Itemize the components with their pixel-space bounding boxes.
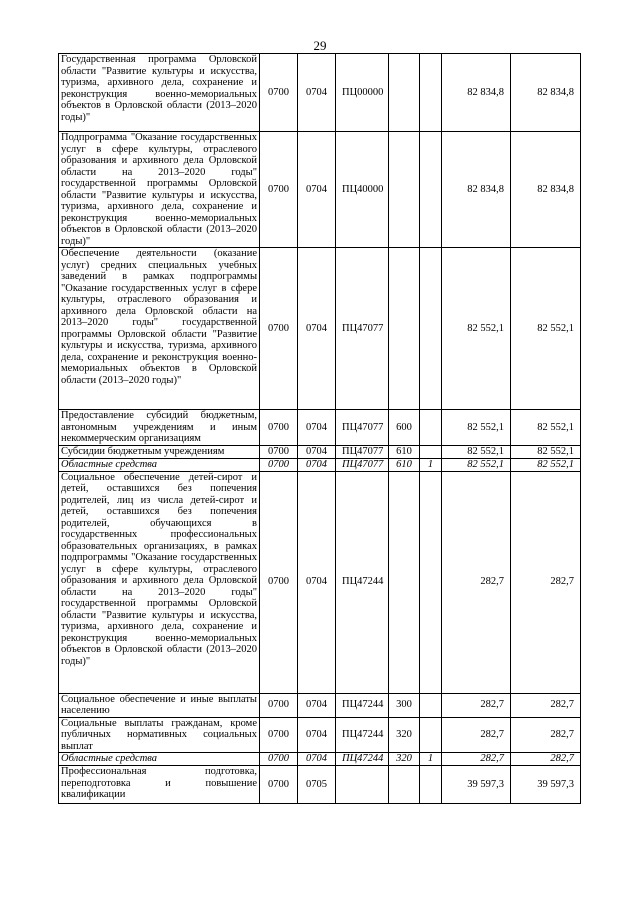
amount-year-1: 282,7 [442, 693, 511, 717]
amount-year-2: 82 552,1 [511, 458, 581, 471]
subsection-code: 0704 [298, 458, 336, 471]
amount-year-2: 282,7 [511, 471, 581, 693]
expense-type-code: 600 [389, 410, 420, 446]
row-name: Социальное обеспечение и иные выплаты населению [59, 693, 260, 717]
amount-year-2: 82 552,1 [511, 445, 581, 458]
amount-year-1: 82 552,1 [442, 248, 511, 410]
section-code: 0700 [260, 132, 298, 248]
subsection-code: 0704 [298, 445, 336, 458]
amount-year-1: 82 834,8 [442, 132, 511, 248]
table-row [59, 248, 581, 410]
funding-source-code: 1 [420, 458, 442, 471]
row-name: Социальные выплаты гражданам, кроме публичных нормативных социальных выплат [59, 717, 260, 753]
funding-source-code [420, 410, 442, 446]
table-row [59, 410, 581, 446]
page-number: 29 [313, 38, 327, 53]
amount-year-1: 39 597,3 [442, 766, 511, 804]
table-row [59, 471, 581, 693]
section-code: 0700 [260, 471, 298, 693]
funding-source-code [420, 54, 442, 132]
row-name: Областные средства [59, 458, 260, 471]
section-code: 0700 [260, 410, 298, 446]
subsection-code: 0704 [298, 54, 336, 132]
expense-type-code [389, 471, 420, 693]
row-name: Субсидии бюджетным учреждениям [59, 445, 260, 458]
amount-year-1: 282,7 [442, 471, 511, 693]
target-article-code: ПЦ47077 [336, 248, 389, 410]
amount-year-2: 82 834,8 [511, 54, 581, 132]
table-row [59, 717, 581, 753]
subsection-code: 0704 [298, 693, 336, 717]
expense-type-code: 610 [389, 458, 420, 471]
funding-source-code [420, 717, 442, 753]
target-article-code: ПЦ47244 [336, 471, 389, 693]
section-code: 0700 [260, 693, 298, 717]
target-article-code: ПЦ47244 [336, 753, 389, 766]
amount-year-1: 82 552,1 [442, 410, 511, 446]
amount-year-1: 82 552,1 [442, 458, 511, 471]
expense-type-code: 610 [389, 445, 420, 458]
subsection-code: 0704 [298, 753, 336, 766]
row-name: Областные средства [59, 753, 260, 766]
subsection-code: 0705 [298, 766, 336, 804]
amount-year-2: 282,7 [511, 753, 581, 766]
section-code: 0700 [260, 766, 298, 804]
funding-source-code [420, 132, 442, 248]
row-name: Обеспечение деятельности (оказание услуг) средних специальных учебных заведений в рамках подпрограммы "Оказание государственных услуг в сфере культуры, отраслевого образования и архивного дела Орловской области на 2013–2020 годы" государственной программы Орловской области "Развитие культуры и искусства, туризма, архивного дела, сохранение и реконструкция военно-мемориальных объектов в Орловской области (2013–2020 годы)" [59, 248, 260, 410]
target-article-code: ПЦ47077 [336, 410, 389, 446]
amount-year-1: 82 552,1 [442, 445, 511, 458]
expense-type-code: 320 [389, 717, 420, 753]
section-code: 0700 [260, 54, 298, 132]
funding-source-code [420, 248, 442, 410]
target-article-code: ПЦ40000 [336, 132, 389, 248]
budget-table [58, 53, 581, 804]
amount-year-1: 282,7 [442, 717, 511, 753]
target-article-code: ПЦ47244 [336, 693, 389, 717]
expense-type-code [389, 766, 420, 804]
section-code: 0700 [260, 717, 298, 753]
subsection-code: 0704 [298, 248, 336, 410]
table-row [59, 132, 581, 248]
funding-source-code [420, 445, 442, 458]
row-name: Предоставление субсидий бюджетным, автономным учреждениям и иным некоммерческим организациям [59, 410, 260, 446]
funding-source-code [420, 471, 442, 693]
amount-year-2: 39 597,3 [511, 766, 581, 804]
section-code: 0700 [260, 753, 298, 766]
table-row [59, 766, 581, 804]
table-row [59, 445, 581, 458]
subsection-code: 0704 [298, 717, 336, 753]
expense-type-code [389, 54, 420, 132]
funding-source-code [420, 766, 442, 804]
amount-year-1: 282,7 [442, 753, 511, 766]
target-article-code: ПЦ00000 [336, 54, 389, 132]
subsection-code: 0704 [298, 132, 336, 248]
amount-year-2: 282,7 [511, 717, 581, 753]
target-article-code: ПЦ47077 [336, 458, 389, 471]
target-article-code: ПЦ47244 [336, 717, 389, 753]
table-row [59, 693, 581, 717]
amount-year-2: 82 552,1 [511, 410, 581, 446]
expense-type-code [389, 248, 420, 410]
table-row [59, 458, 581, 471]
table-row [59, 54, 581, 132]
expense-type-code: 320 [389, 753, 420, 766]
expense-type-code [389, 132, 420, 248]
budget-table-body [59, 54, 581, 804]
section-code: 0700 [260, 248, 298, 410]
subsection-code: 0704 [298, 410, 336, 446]
row-name: Государственная программа Орловской области "Развитие культуры и искусства, туризма, архивного дела, сохранение и реконструкция военно-мемориальных объектов в Орловской области (2013–2020 годы)" [59, 54, 260, 132]
target-article-code [336, 766, 389, 804]
funding-source-code: 1 [420, 753, 442, 766]
target-article-code: ПЦ47077 [336, 445, 389, 458]
row-name: Подпрограмма "Оказание государственных услуг в сфере культуры, отраслевого образования и архивного дела Орловской области на 2013–2020 годы" государственной программы Орловской области "Развитие культуры и искусства, туризма, архивного дела, сохранение и реконструкция военно-мемориальных объектов в Орловской области (2013–2020 годы)" [59, 132, 260, 248]
section-code: 0700 [260, 445, 298, 458]
section-code: 0700 [260, 458, 298, 471]
amount-year-2: 82 834,8 [511, 132, 581, 248]
table-row [59, 753, 581, 766]
amount-year-2: 282,7 [511, 693, 581, 717]
amount-year-1: 82 834,8 [442, 54, 511, 132]
expense-type-code: 300 [389, 693, 420, 717]
row-name: Социальное обеспечение детей-сирот и детей, оставшихся без попечения родителей, лиц из числа детей-сирот и детей, оставшихся без попечения родителей, обучающихся в государственных профессиональных образовательных организациях, в рамках подпрограммы "Оказание государственных услуг в сфере культуры, отраслевого образования и архивного дела Орловской области на 2013–2020 годы" государственной программы Орловской области "Развитие культуры и искусства, туризма, архивного дела, сохранение и реконструкция военно-мемориальных объектов в Орловской области (2013–2020 годы)" [59, 471, 260, 693]
row-name: Профессиональная подготовка, переподготовка и повышение квалификации [59, 766, 260, 804]
amount-year-2: 82 552,1 [511, 248, 581, 410]
subsection-code: 0704 [298, 471, 336, 693]
funding-source-code [420, 693, 442, 717]
